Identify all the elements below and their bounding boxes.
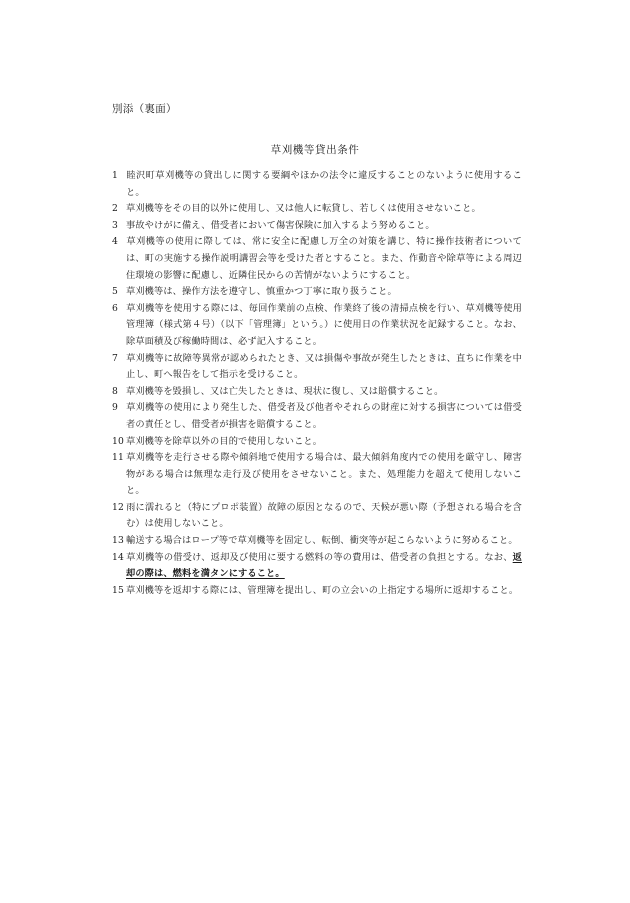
condition-text: 草刈機等の借受け、返却及び使用に要する燃料の等の費用は、借受者の負担とする。なお、 [126,551,513,563]
condition-item [112,384,522,401]
condition-text: 草刈機等をその目的以外に使用し、又は他人に転貸し、若しくは使用させないこと。 [126,203,481,215]
condition-text: 睦沢町草刈機等の貸出しに関する要綱やほかの法令に違反することのないように使用すること。 [126,170,522,198]
condition-item [112,301,522,351]
condition-item [112,583,522,600]
condition-item [112,168,522,201]
condition-item [112,234,522,284]
attachment-label: 別添（裏面） [112,103,177,115]
condition-number: 3 [112,219,118,231]
condition-text: 草刈機等は、操作方法を遵守し、慎重かつ丁寧に取り扱うこと。 [126,286,397,298]
condition-text: 草刈機等の使用に際しては、常に安全に配慮し万全の対策を講じ、特に操作技術者については、町の実施する操作説明講習会等を受けた者とすること。また、作動音や除草等による周辺住環境の影響に配慮し、近隣住民からの苦情がないようにすること。 [126,236,522,281]
condition-number: 13 [112,535,124,547]
condition-number: 9 [112,402,118,414]
condition-item [112,284,522,301]
condition-item [112,450,522,500]
condition-text: 雨に濡れると（特にプロポ装置）故障の原因となるので、天候が悪い際（予想される場合を含む）は使用しないこと。 [126,501,522,530]
condition-item [112,400,522,433]
condition-item [112,500,522,533]
condition-item [112,218,522,235]
condition-text: 輸送する場合はロープ等で草刈機等を固定し、転倒、衝突等が起こらないように努めること。 [126,535,518,547]
condition-text: 草刈機等を使用する際には、毎回作業前の点検、作業終了後の清掃点検を行い、草刈機等使用管理簿（様式第４号）（以下「管理簿」という。）に使用日の作業状況を記録すること。なお、除草面積及び稼働時間は、必ず記入すること。 [126,302,522,347]
condition-number: 7 [112,352,118,364]
condition-text: 事故やけがに備え、借受者において傷害保険に加入するよう努めること。 [126,219,435,231]
condition-item [112,201,522,218]
condition-text: 草刈機等を返却する際には、管理簿を提出し、町の立会いの上指定する場所に返却すること。 [126,584,519,596]
condition-number: 8 [112,385,118,397]
document-title: 草刈機等貸出条件 [270,144,360,156]
condition-text: 草刈機等を除草以外の目的で使用しないこと。 [126,435,323,447]
condition-item [112,550,522,583]
condition-text: 草刈機等を毀損し、又は亡失したときは、現状に復し、又は賠償すること。 [126,385,444,397]
condition-item [112,533,522,550]
condition-number: 5 [112,286,118,298]
condition-number: 15 [112,584,124,596]
condition-number: 1 [112,170,118,181]
condition-item [112,351,522,384]
condition-number: 10 [112,435,124,447]
condition-number: 11 [112,452,124,464]
condition-text: 草刈機等を走行させる際や傾斜地で使用する場合は、最大傾斜角度内での使用を厳守し、障害物がある場合は無理な走行及び使用をさせないこと。また、処理能力を超えて使用しないこと。 [126,452,522,497]
condition-emphasis: 返却の際は、燃料を満タンにすること。 [126,551,522,580]
condition-number: 2 [112,203,118,215]
condition-text: 草刈機等に故障等異常が認められたとき、又は損傷や事故が発生したときは、直ちに作業を中止し、町へ報告をして指示を受けること。 [126,352,522,381]
condition-item [112,434,522,451]
condition-number: 12 [112,501,124,513]
condition-text: 草刈機等の使用により発生した、借受者及び他者やそれらの財産に対する損害については借受者の責任とし、借受者が損害を賠償すること。 [126,402,522,430]
conditions-list [112,168,522,599]
condition-number: 14 [112,551,124,563]
condition-number: 4 [112,236,118,248]
condition-number: 6 [112,302,118,314]
